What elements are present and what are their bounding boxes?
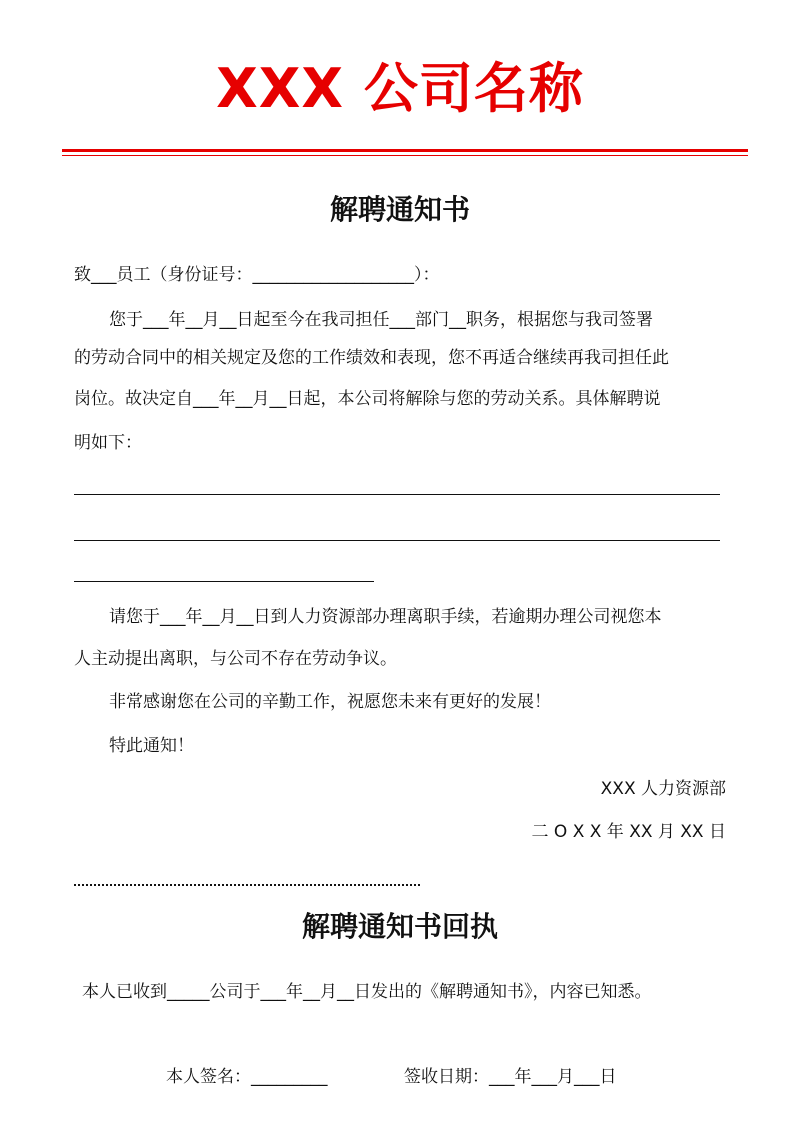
paragraph1-line1: 您于___年__月__日起至今在我司担任___部门__职务，根据您与我司签署 [109,310,653,330]
thanks-line: 非常感谢您在公司的辛勤工作，祝愿您未来有更好的发展！ [109,692,551,712]
closing-line: 特此通知！ [109,736,194,756]
paragraph1-line4: 明如下： [74,433,142,453]
salutation: 致___员工（身份证号：___________________）： [74,265,440,285]
notice-date: 二 O X X 年 XX 月 XX 日 [531,822,726,842]
header-rule-thick [62,149,748,152]
signature-field[interactable]: 本人签名：_________ [166,1067,328,1087]
explanation-blank-line-3 [74,581,374,582]
explanation-blank-line-1 [74,494,720,495]
explanation-blank-line-2 [74,540,720,541]
company-name: XXX 公司名称 [216,57,584,120]
receipt-date-field[interactable]: 签收日期：___年___月___日 [404,1067,617,1087]
cut-line [74,884,420,886]
header-rule-thin [62,155,748,156]
receipt-body: 本人已收到_____公司于___年__月__日发出的《解聘通知书》，内容已知悉。 [82,982,652,1002]
paragraph2-line2: 人主动提出离职，与公司不存在劳动争议。 [74,649,397,669]
paragraph2-line1: 请您于___年__月__日到人力资源部办理离职手续，若逾期办理公司视您本 [109,607,662,627]
receipt-title: 解聘通知书回执 [301,910,498,943]
paragraph1-line2: 的劳动合同中的相关规定及您的工作绩效和表现，您不再适合继续再我司担任此 [74,348,669,368]
paragraph1-line3: 岗位。故决定自___年__月__日起，本公司将解除与您的劳动关系。具体解聘说 [74,389,661,409]
department-signature: XXX 人力资源部 [600,779,726,799]
notice-title: 解聘通知书 [329,193,470,226]
